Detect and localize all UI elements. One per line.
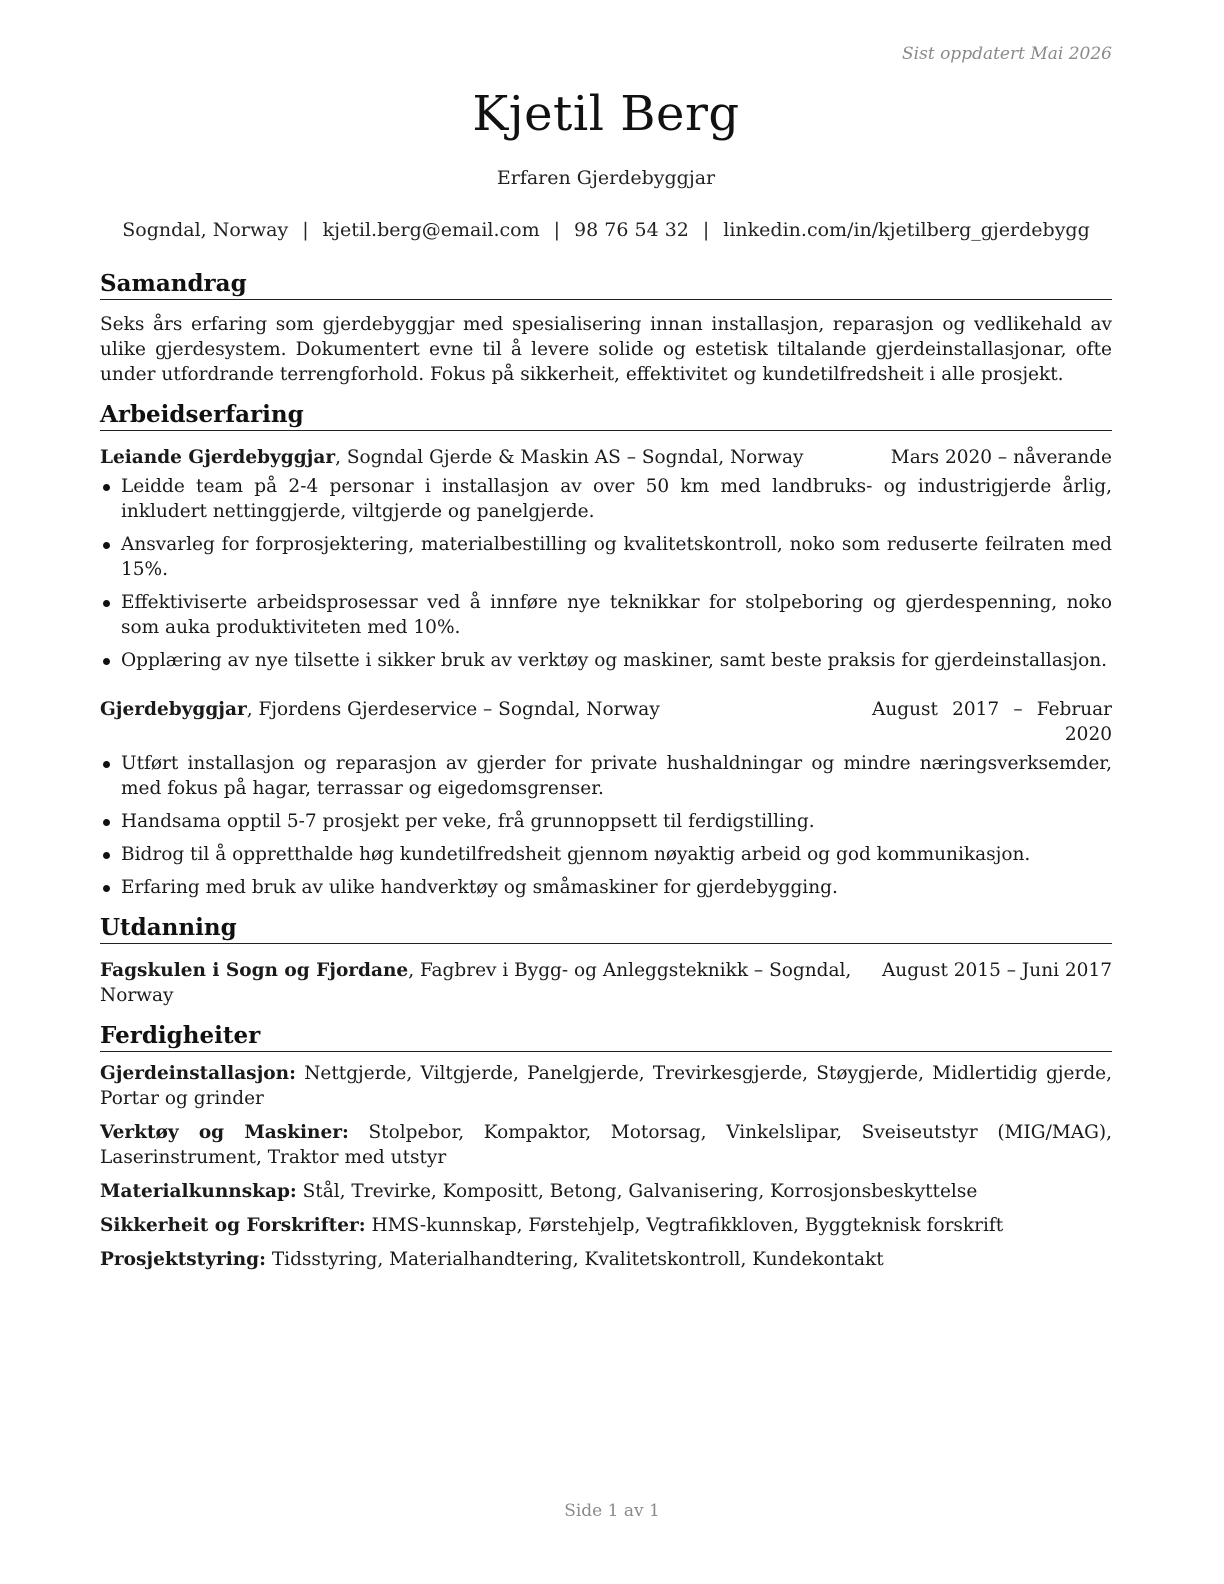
skill-row [100,1213,1112,1238]
job-header [100,697,1112,747]
skill-label: Prosjektstyring: [100,1249,266,1270]
resume-page [100,0,1112,1584]
contact-phone: 98 76 54 32 [574,219,689,241]
job-header [100,445,1112,470]
list-item: Utført installasjon og reparasjon av gjerder for private hushaldningar og mindre næringsverksemder, med fokus på hagar, terrassar og eigedomsgrenser. [100,751,1112,801]
skills-section [100,1022,1112,1272]
list-item: Erfaring med bruk av ulike handverktøy og småmaskiner for gjerdebygging. [100,875,1112,900]
job-dates [872,697,1112,747]
section-heading-summary: Samandrag [100,270,1112,300]
education-school: Fagskulen i Sogn og Fjordane [100,960,409,981]
skill-row [100,1061,1112,1111]
job-dates: Mars 2020 – nåverande [890,447,1112,468]
skill-label: Sikkerheit og Forskrifter: [100,1215,366,1236]
list-item: Ansvarleg for forprosjektering, materialbestilling og kvalitetskontroll, noko som reduserte feilraten med 15%. [100,532,1112,582]
list-item: Effektiviserte arbeidsprosessar ved å innføre nye teknikkar for stolpeboring og gjerdespenning, noko som auka produktiviteten med 10%. [100,590,1112,640]
list-item: Handsama opptil 5-7 prosjekt per veke, frå grunnoppsett til ferdigstilling. [100,809,1112,834]
list-item: Leidde team på 2-4 personar i installasjon av over 50 km med landbruks- og industrigjerde årlig, inkludert nettinggjerde, viltgjerde og panelgjerde. [100,474,1112,524]
contact-linkedin[interactable]: linkedin.com/in/kjetilberg_gjerdebygg [723,219,1090,241]
summary-text: Seks års erfaring som gjerdebyggjar med spesialisering innan installasjon, reparasjon og vedlikehald av ulike gjerdesystem. Dokumentert evne til å levere solide og estetisk tiltalande gjerdeinstallasjonar, ofte under utfordrande terrengforhold. Fokus på sikkerheit, effektivitet og kundetilfredsheit i alle prosjekt. [100,314,1112,385]
skill-label: Gjerdeinstallasjon: [100,1063,296,1084]
section-heading-education: Utdanning [100,914,1112,944]
skill-value: HMS-kunnskap, Førstehjelp, Vegtrafikkloven, Byggteknisk forskrift [365,1215,1004,1236]
skill-row [100,1247,1112,1272]
job-role: Leiande Gjerdebyggjar [100,447,336,468]
job-company: , Sogndal Gjerde & Maskin AS – Sogndal, Norway [335,447,804,468]
job-role: Gjerdebyggjar [100,699,247,720]
contact-separator: | [702,219,710,241]
candidate-name: Kjetil Berg [472,86,740,142]
skill-row [100,1179,1112,1204]
job-company: , Fjordens Gjerdeservice – Sogndal, Norway [246,699,660,720]
skill-value: Stål, Trevirke, Kompositt, Betong, Galvanisering, Korrosjonsbeskyttelse [296,1181,978,1202]
job-dates-line1: August 2017 – Februar [872,699,1112,720]
summary-section [100,270,1112,387]
skill-label: Materialkunnskap: [100,1181,297,1202]
contact-location: Sogndal, Norway [122,219,289,241]
job-entry [100,445,1112,673]
list-item: Bidrog til å oppretthalde høg kundetilfredsheit gjennom nøyaktig arbeid og god kommunikasjon. [100,842,1112,867]
experience-section [100,401,1112,900]
education-section [100,914,1112,1008]
contact-email[interactable]: kjetil.berg@email.com [322,219,540,241]
contact-line [100,219,1112,241]
education-degree: , Fagbrev i Bygg- og Anleggsteknikk – Sogndal, Norway [100,960,852,1006]
job-dates-line2: 2020 [1064,724,1112,745]
job-entry [100,697,1112,900]
last-updated: Sist oppdatert Mai 2026 [902,44,1112,64]
skill-value: Nettgjerde, Viltgjerde, Panelgjerde, Trevirkesgjerde, Støygjerde, Midlertidig gjerde, Portar og grinder [100,1063,1112,1109]
skill-label: Verktøy og Maskiner: [100,1122,349,1143]
job-bullets [100,751,1112,900]
contact-separator: | [302,219,309,241]
page-number: Side 1 av 1 [564,1501,660,1521]
job-bullets [100,474,1112,673]
skill-value: Stolpebor, Kompaktor, Motorsag, Vinkelslipar, Sveiseutstyr (MIG/MAG), Laserinstrument, Traktor med utstyr [100,1122,1112,1168]
skill-row [100,1120,1112,1170]
section-heading-skills: Ferdigheiter [100,1022,1112,1052]
education-entry [100,958,1112,1008]
contact-separator: | [553,219,561,241]
section-heading-experience: Arbeidserfaring [100,401,1112,431]
candidate-title: Erfaren Gjerdebyggjar [496,167,716,189]
skill-value: Tidsstyring, Materialhandtering, Kvalitetskontroll, Kundekontakt [265,1249,884,1270]
education-dates: August 2015 – Juni 2017 [881,960,1112,981]
resume-content [100,270,1112,1286]
list-item: Opplæring av nye tilsette i sikker bruk av verktøy og maskiner, samt beste praksis for gjerdeinstallasjon. [100,648,1112,673]
